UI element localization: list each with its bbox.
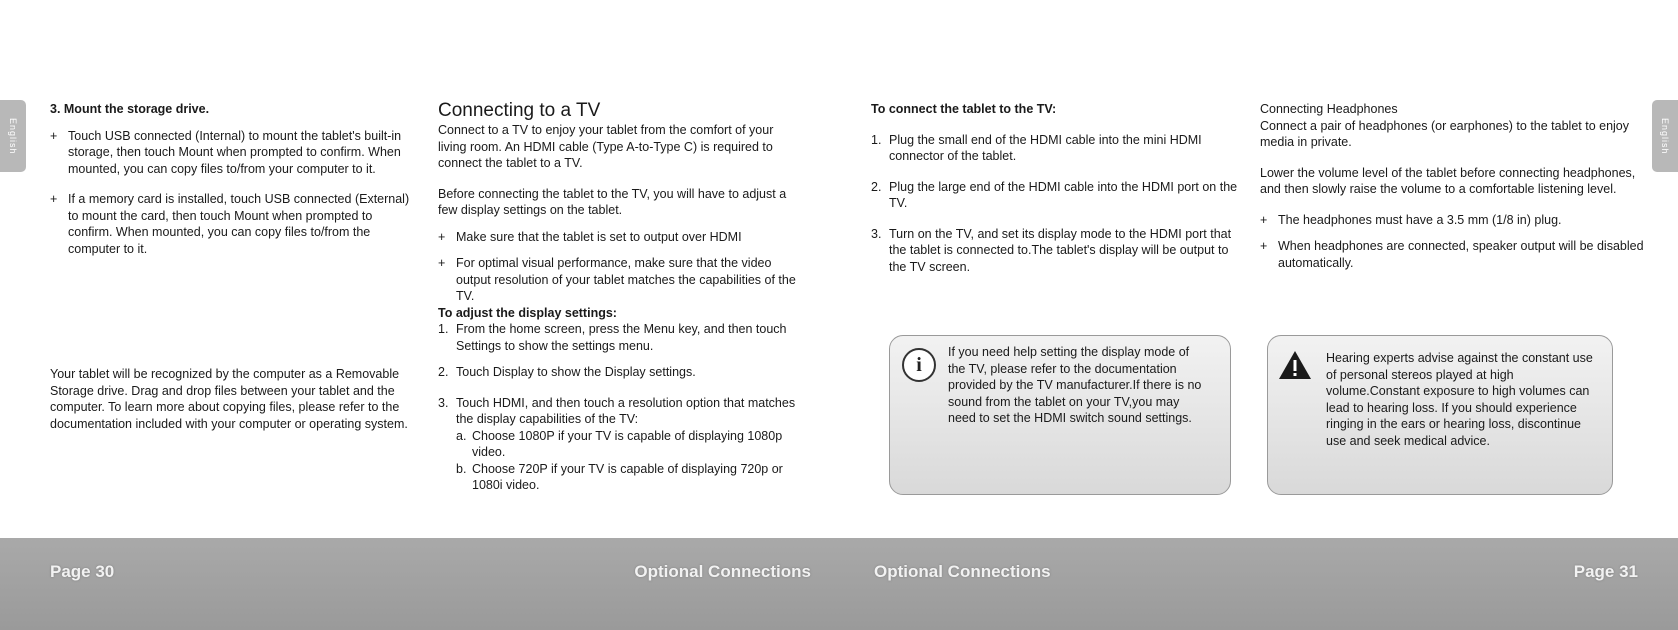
section-title: Optional Connections bbox=[634, 562, 811, 581]
bullet-text: Make sure that the tablet is set to output over HDMI bbox=[456, 229, 742, 244]
language-tab bbox=[1652, 100, 1678, 172]
list-item bbox=[438, 255, 803, 305]
footer-band bbox=[0, 538, 839, 630]
section-heading: Connecting Headphones bbox=[1260, 102, 1398, 116]
page-number: Page 31 bbox=[1573, 562, 1638, 581]
bullet-marker: + bbox=[50, 128, 58, 143]
step-marker: 1. bbox=[438, 322, 449, 336]
step-marker: 3. bbox=[871, 226, 882, 241]
step-marker: 2. bbox=[438, 365, 449, 379]
bullet-marker: + bbox=[50, 192, 58, 206]
list-item bbox=[50, 128, 410, 178]
list-item bbox=[438, 364, 803, 381]
bullet-marker: + bbox=[1260, 212, 1268, 227]
step-marker: 1. bbox=[871, 132, 882, 147]
intro-paragraph: Connect a pair of headphones (or earphones) to the tablet to enjoy media in private. bbox=[1260, 118, 1630, 149]
mount-storage-column bbox=[50, 101, 410, 257]
list-item bbox=[1260, 238, 1652, 271]
list-item bbox=[871, 132, 1241, 165]
language-tab bbox=[0, 100, 26, 172]
closing-paragraph-block bbox=[50, 366, 415, 432]
info-icon: i bbox=[902, 348, 936, 382]
connect-title: To connect the tablet to the TV: bbox=[871, 102, 1057, 116]
closing-paragraph: Your tablet will be recognized by the computer as a Removable Storage drive. Drag and drop files between your tablet and the computer. To learn more about copying files, please refer to the documentation included with your computer or operating system. bbox=[50, 367, 408, 431]
substep-marker: b. bbox=[456, 461, 467, 476]
info-note-text: If you need help setting the display mode of the TV, please refer to the documentation provided by the TV manufacturer.If there is no sound from the tablet on your TV,you may need to set the HDMI switch sound settings. bbox=[948, 345, 1202, 425]
step-marker: 3. bbox=[438, 395, 449, 410]
list-item bbox=[871, 179, 1241, 212]
section-heading: Connecting to a TV bbox=[438, 100, 601, 121]
step-text: From the home screen, press the Menu key, and then touch Settings to show the settings menu. bbox=[456, 322, 787, 353]
lower-volume-paragraph: Lower the volume level of the tablet before connecting headphones, and then slowly raise the volume to a comfortable listening level. bbox=[1260, 165, 1636, 196]
step-text: Touch HDMI, and then touch a resolution option that matches the display capabilities of the TV: bbox=[456, 395, 796, 426]
bullet-text: When headphones are connected, speaker output will be disabled automatically. bbox=[1278, 239, 1644, 270]
bullet-marker: + bbox=[438, 229, 446, 244]
section-title: Optional Connections bbox=[874, 562, 1051, 581]
warning-note-text: Hearing experts advise against the constant use of personal stereos played at high volume.Constant exposure to high volumes can lead to hearing loss. If you should experience ringing in the ears or hearing loss, discontinue use and seek medical advice. bbox=[1326, 351, 1593, 448]
page-number: Page 30 bbox=[50, 562, 115, 581]
substep-text: Choose 1080P if your TV is capable of displaying 1080p video. bbox=[472, 428, 783, 459]
substep-marker: a. bbox=[456, 428, 467, 443]
intro-paragraph: Connect to a TV to enjoy your tablet from the comfort of your living room. An HDMI cable (Type A-to-Type C) is required to connect the tablet to a TV. bbox=[438, 123, 774, 170]
sub-list-item bbox=[456, 428, 803, 461]
language-tab-label: English bbox=[1660, 117, 1670, 155]
step3-title: 3. Mount the storage drive. bbox=[50, 102, 210, 116]
connecting-tv-column bbox=[438, 100, 803, 494]
before-paragraph: Before connecting the tablet to the TV, you will have to adjust a few display settings on the tablet. bbox=[438, 186, 787, 217]
adjust-title: To adjust the display settings: bbox=[438, 305, 617, 320]
footer-band bbox=[839, 538, 1678, 630]
list-item bbox=[438, 321, 803, 354]
step-marker: 2. bbox=[871, 179, 882, 194]
substep-text: Choose 720P if your TV is capable of displaying 720p or 1080i video. bbox=[472, 461, 783, 492]
bullet-text: If a memory card is installed, touch USB connected (External) to mount the card, then touch Mount when prompted to confirm. When mounted, you can copy files to/from the computer to it. bbox=[68, 192, 410, 256]
headphones-column bbox=[1260, 101, 1652, 271]
list-item bbox=[50, 191, 410, 257]
language-tab-label: English bbox=[8, 117, 18, 155]
bullet-text: For optimal visual performance, make sure that the video output resolution of your tablet matches the capabilities of the TV. bbox=[456, 256, 796, 303]
bullet-text: The headphones must have a 3.5 mm (1/8 in) plug. bbox=[1278, 212, 1562, 227]
list-item bbox=[871, 226, 1241, 276]
bullet-text: Touch USB connected (Internal) to mount the tablet's built-in storage, then touch Mount when prompted to confirm. When mounted, you can copy files to/from your computer to it. bbox=[68, 128, 402, 176]
list-item bbox=[438, 395, 803, 428]
warning-note-box bbox=[1267, 335, 1613, 495]
connect-tablet-column bbox=[871, 101, 1241, 275]
step-text: Plug the large end of the HDMI cable into the HDMI port on the TV. bbox=[889, 179, 1238, 210]
step-text: Plug the small end of the HDMI cable into the mini HDMI connector of the tablet. bbox=[889, 132, 1202, 163]
step-text: Turn on the TV, and set its display mode to the HDMI port that the tablet is connected to.The tablet's display will be output to the TV screen. bbox=[889, 226, 1232, 274]
sub-list-item bbox=[456, 461, 803, 494]
warning-triangle-icon bbox=[1278, 350, 1312, 380]
right-page bbox=[839, 0, 1678, 630]
list-item bbox=[1260, 212, 1652, 229]
bullet-marker: + bbox=[438, 256, 446, 270]
info-note-box bbox=[889, 335, 1231, 495]
step-text: Touch Display to show the Display settings. bbox=[456, 365, 696, 379]
list-item bbox=[438, 229, 803, 246]
bullet-marker: + bbox=[1260, 239, 1268, 253]
